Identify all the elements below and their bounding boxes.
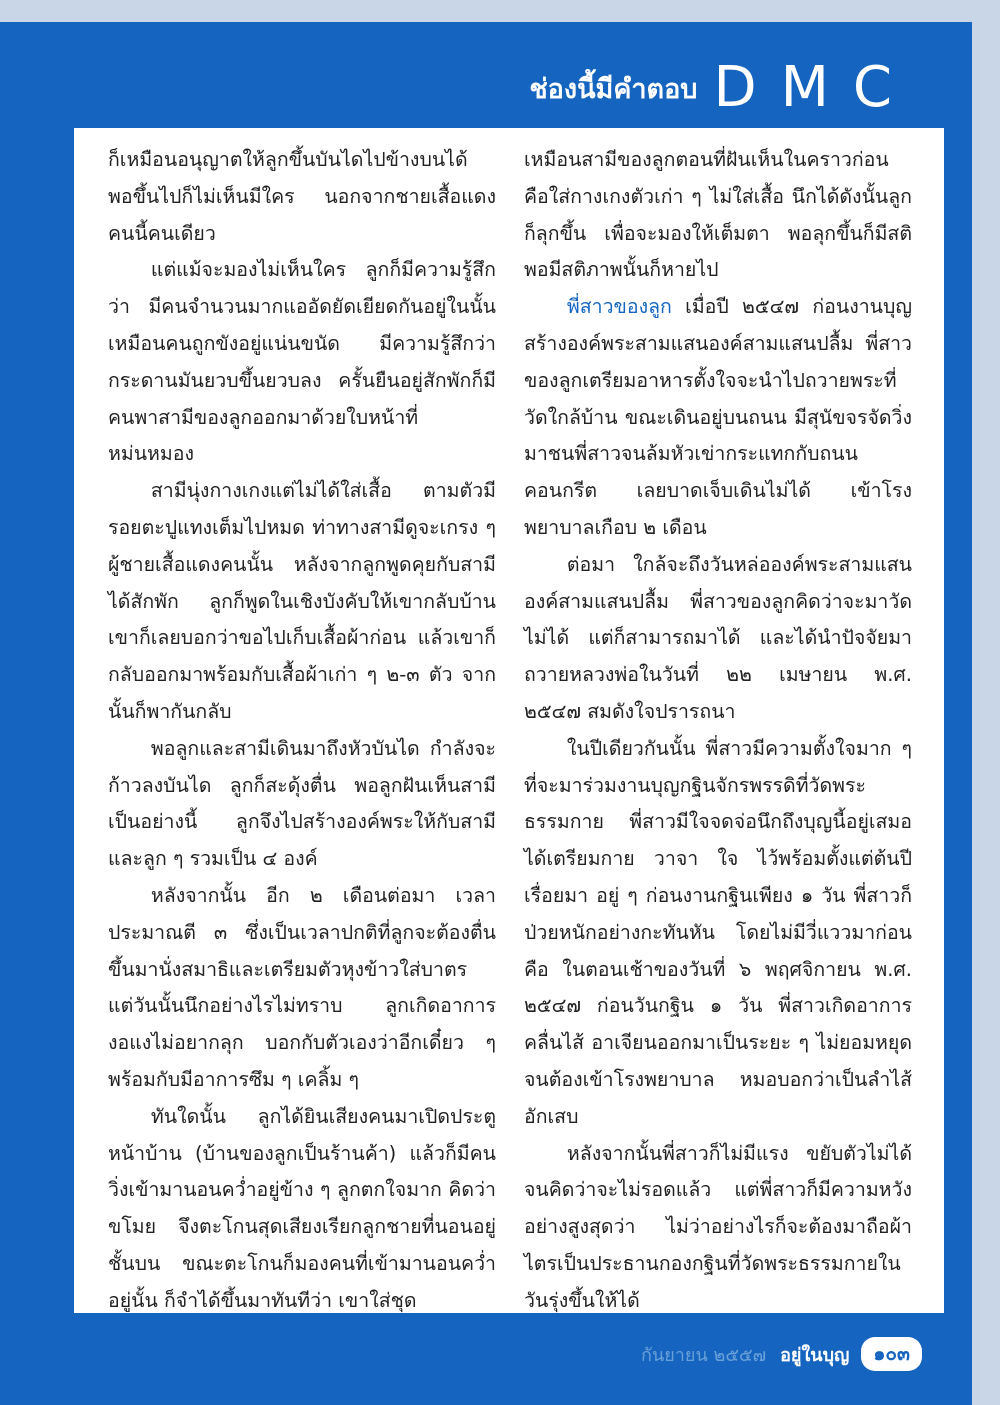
top-border-band [0,0,1000,22]
issue-date: กันยายน ๒๕๕๗ [641,1344,767,1366]
paragraph: ทันใดนั้น ลูกได้ยินเสียงคนมาเปิดประตูหน้าบ้าน (บ้านของลูกเป็นร้านค้า) แล้วก็มีคนวิ่งเข้ามานอนคว่ำอยู่ข้าง ๆ ลูกตกใจมาก คิดว่าขโมย จึงตะโกนสุดเสียงเรียกลูกชายที่นอนอยู่ชั้นบน ขณะตะโกนก็มองคนที่เข้ามานอนคว่ำอยู่นั้น ก็จำได้ขึ้นมาทันทีว่า เขาใส่ชุด [108,1104,496,1312]
paragraph: เหมือนสามีของลูกตอนที่ฝันเห็นในคราวก่อน คือใส่กางเกงตัวเก่า ๆ ไม่ใส่เสื้อ นึกได้ดังนั้นลูกก็ลุกขึ้น เพื่อจะมองให้เต็มตา พอลุกขึ้นก็มีสติ พอมีสติภาพนั้นก็หายไป [524,148,912,282]
magazine-name: อยู่ในบุญ [780,1344,850,1366]
paragraph [524,289,912,547]
paragraph: แต่แม้จะมองไม่เห็นใคร ลูกก็มีความรู้สึกว่า มีคนจำนวนมากแออัดยัดเยียดกันอยู่ในนั้น เหมือนคนถูกขังอยู่แน่นขนัด มีความรู้สึกว่ากระดานมันยวบขึ้นยวบลง ครั้นยืนอยู่สักพักก็มีคนพาสามีของลูกออกมาด้วยใบหน้าที่หม่นหมอง [108,258,496,466]
paragraph: ก็เหมือนอนุญาตให้ลูกขึ้นบันไดไปข้างบนได้ พอขึ้นไปก็ไม่เห็นมีใคร นอกจากชายเสื้อแดงคนนี้คนเดียว [108,148,496,245]
paragraph: พอลูกและสามีเดินมาถึงหัวบันได กำลังจะก้าวลงบันได ลูกก็สะดุ้งตื่น พอลูกฝันเห็นสามีเป็นอย่างนี้ ลูกจึงไปสร้างองค์พระให้กับสามีและลูก ๆ รวมเป็น ๔ องค์ [108,736,496,871]
highlight-subject: พี่สาวของลูก [566,295,672,319]
dmc-logo: DMC [713,55,916,120]
paragraph: หลังจากนั้น อีก ๒ เดือนต่อมา เวลาประมาณตี ๓ ซึ่งเป็นเวลาปกติที่ลูกจะต้องตื่นขึ้นมานั่งสมาธิและเตรียมตัวหุงข้าวใส่บาตร แต่วันนั้นนึกอย่างไรไม่ทราบ ลูกเกิดอาการงอแงไม่อยากลุก บอกกับตัวเองว่าอีกเดี๋ยว ๆ พร้อมกับมีอาการซึม ๆ เคลิ้ม ๆ [108,883,496,1091]
paragraph: สามีนุ่งกางเกงแต่ไม่ได้ใส่เสื้อ ตามตัวมีรอยตะปูแทงเต็มไปหมด ท่าทางสามีดูจะเกรง ๆ ผู้ชายเสื้อแดงคนนั้น หลังจากลูกพูดคุยกับสามีได้สักพัก ลูกก็พูดในเชิงบังคับให้เขากลับบ้าน เขาก็เลยบอกว่าขอไปเก็บเสื้อผ้าก่อน แล้วเขาก็กลับออกมาพร้อมกับเสื้อผ้าเก่า ๆ ๒-๓ ตัว จากนั้นก็พากันกลับ [108,479,496,723]
column-header [529,55,916,120]
page-number-badge: ๑๐๓ [861,1337,922,1371]
paragraph: หลังจากนั้นพี่สาวก็ไม่มีแรง ขยับตัวไม่ได้ จนคิดว่าจะไม่รอดแล้ว แต่พี่สาวก็มีความหวังอย่างสูงสุดว่า ไม่ว่าอย่างไรก็จะต้องมาถือผ้าไตรเป็นประธานกองกฐินที่วัดพระธรรมกายในวันรุ่งขึ้นให้ได้ [524,1141,912,1312]
right-column [524,142,912,1320]
column-title: ช่องนี้มีคำตอบ [529,74,698,105]
left-column [108,142,496,1320]
paragraph: ต่อมา ใกล้จะถึงวันหล่อองค์พระสามแสนองค์สามแสนปลื้ม พี่สาวของลูกคิดว่าจะมาวัดไม่ได้ แต่ก็สามารถมาได้ และได้นำปัจจัยมาถวายหลวงพ่อในวันที่ ๒๒ เมษายน พ.ศ. ๒๕๔๗ สมดังใจปรารถนา [524,552,912,723]
article-page [74,128,944,1313]
paragraph: ในปีเดียวกันนั้น พี่สาวมีความตั้งใจมาก ๆ ที่จะมาร่วมงานบุญกฐินจักรพรรดิที่วัดพระธรรมกาย พี่สาวมีใจจดจ่อนึกถึงบุญนี้อยู่เสมอ ได้เตรียมกาย วาจา ใจ ไว้พร้อมตั้งแต่ต้นปีเรื่อยมา อยู่ ๆ ก่อนงานกฐินเพียง ๑ วัน พี่สาวก็ป่วยหนักอย่างกะทันหัน โดยไม่มีวี่แววมาก่อน คือ ในตอนเช้าของวันที่ ๖ พฤศจิกายน พ.ศ. ๒๕๔๗ ก่อนวันกฐิน ๑ วัน พี่สาวเกิดอาการคลื่นไส้ อาเจียนออกมาเป็นระยะ ๆ ไม่ยอมหยุด จนต้องเข้าโรงพยาบาล หมอบอกว่าเป็นลำไส้อักเสบ [524,736,912,1128]
page-footer [641,1337,922,1371]
right-border-band [972,0,1000,1405]
paragraph-text: เมื่อปี ๒๕๔๗ ก่อนงานบุญสร้างองค์พระสามแสนองค์สามแสนปลื้ม พี่สาวของลูกเตรียมอาหารตั้งใจจะนำไปถวายพระที่วัดใกล้บ้าน ขณะเดินอยู่บนถนน มีสุนัขจรจัดวิ่งมาชนพี่สาวจนล้มหัวเข่ากระแทกกับถนนคอนกรีต เลยบาดเจ็บเดินไม่ได้ เข้าโรงพยาบาลเกือบ ๒ เดือน [524,295,912,539]
